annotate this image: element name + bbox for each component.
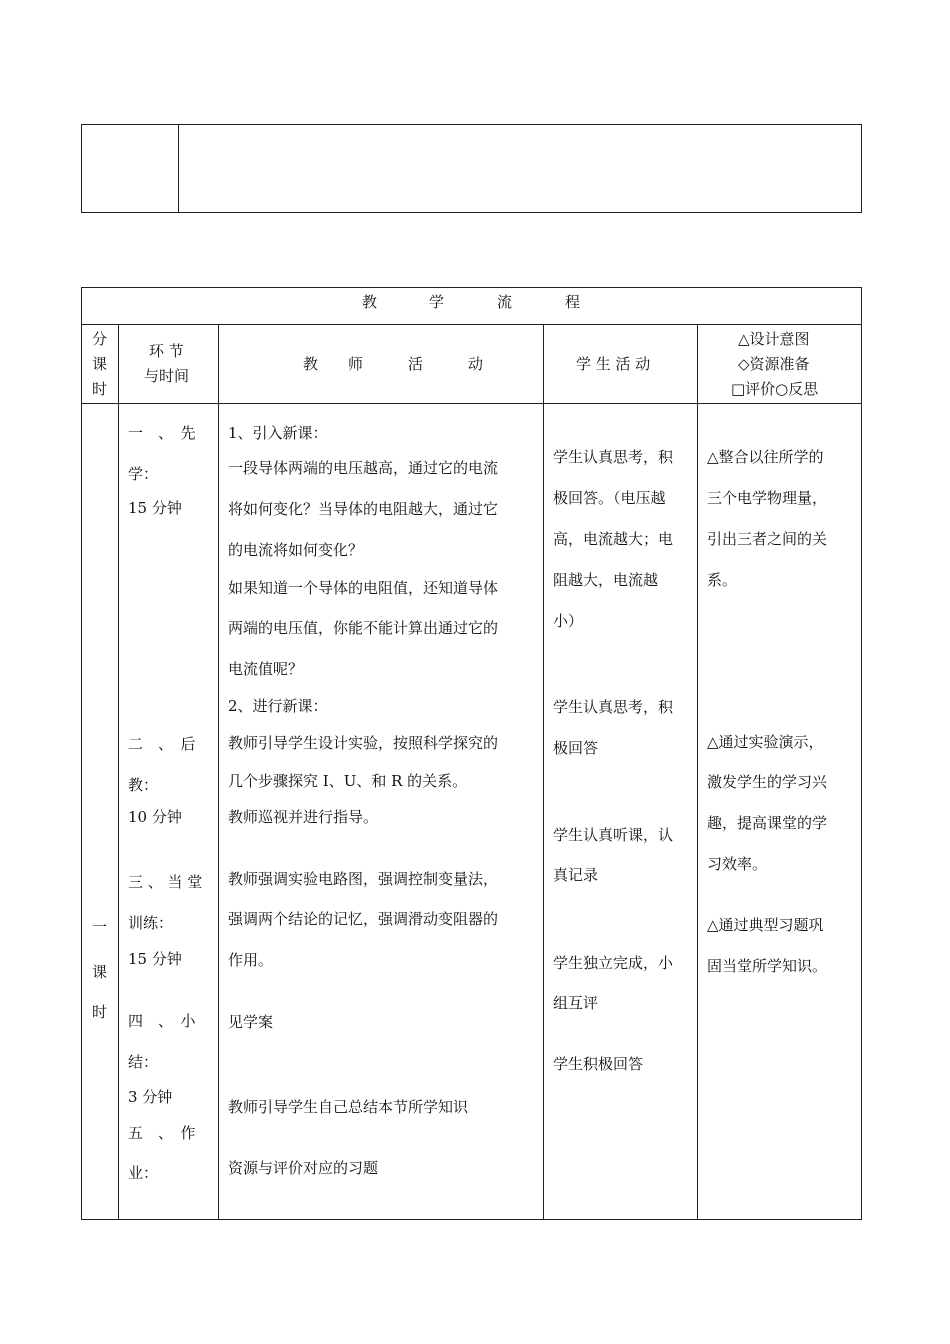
design-line: 三个电学物理量， — [707, 489, 828, 507]
student-line: 阻越大，电流越 — [553, 571, 659, 589]
teacher-see-plan: 见学案 — [228, 1013, 274, 1031]
stage-line: 10 分钟 — [128, 808, 182, 826]
col-divider-1 — [118, 324, 119, 1219]
stage-line: 15 分钟 — [128, 499, 182, 517]
design-line: △通过实验演示， — [707, 733, 824, 751]
header-period-line: 时 — [92, 380, 108, 398]
period-char: 课 — [92, 963, 108, 981]
col-divider-3 — [543, 324, 544, 1219]
teacher-summary: 教师引导学生自己总结本节所学知识 — [228, 1098, 469, 1116]
header-period-line: 分 — [92, 330, 108, 348]
title-char: 教 — [362, 293, 378, 311]
teacher-intro-title: 1、引入新课： — [228, 424, 328, 442]
stage-line: 学： — [128, 465, 159, 483]
student-line: 高，电流越大；电 — [553, 530, 674, 548]
student-line: 组互评 — [553, 994, 599, 1012]
stage-line: 四 、 小 — [128, 1012, 196, 1030]
design-line: 固当堂所学知识。 — [707, 957, 828, 975]
teacher-line: 教师巡视并进行指导。 — [228, 808, 379, 826]
col-divider-4 — [697, 324, 698, 1219]
header-student: 学 生 活 动 — [576, 355, 651, 373]
student-line: 极回答 — [553, 739, 599, 757]
teacher-line: 几个步骤探究 I、U、和 R 的关系。 — [228, 772, 468, 790]
stage-line: 教： — [128, 776, 159, 794]
stage-line: 三 、 当 堂 — [128, 873, 203, 891]
header-design-line: □评价○反思 — [731, 380, 819, 398]
stage-line: 15 分钟 — [128, 950, 182, 968]
teacher-line: 两端的电压值，你能不能计算出通过它的 — [228, 619, 499, 637]
student-line: 小） — [553, 612, 584, 630]
teacher-line: 强调两个结论的记忆，强调滑动变阻器的 — [228, 910, 499, 928]
col-divider-2 — [218, 324, 219, 1219]
teacher-line: 作用。 — [228, 951, 274, 969]
student-line: 极回答。（电压越 — [553, 489, 666, 507]
student-line: 真记录 — [553, 866, 599, 884]
period-char: 时 — [92, 1003, 108, 1021]
teacher-line: 一段导体两端的电压越高，通过它的电流 — [228, 459, 499, 477]
design-line: 趣，提高课堂的学 — [707, 814, 828, 832]
teacher-line: 如果知道一个导体的电阻值，还知道导体 — [228, 579, 499, 597]
header-stage-line: 环 节 — [149, 342, 184, 360]
student-line: 学生认真听课，认 — [553, 826, 674, 844]
teacher-line: 教师引导学生设计实验，按照科学探究的 — [228, 734, 499, 752]
teacher-homework: 资源与评价对应的习题 — [228, 1159, 379, 1177]
stage-line: 结： — [128, 1053, 159, 1071]
stage-line: 五 、 作 — [128, 1124, 196, 1142]
design-line: 系。 — [707, 571, 738, 589]
stage-line: 业： — [128, 1164, 159, 1182]
teacher-new-title: 2、进行新课： — [228, 697, 328, 715]
header-row-divider — [81, 403, 862, 404]
student-line: 学生积极回答 — [553, 1055, 644, 1073]
design-line: 习效率。 — [707, 855, 768, 873]
header-period-line: 课 — [92, 355, 108, 373]
period-char: 一 — [92, 918, 108, 936]
header-teacher: 教 师 活 动 — [303, 355, 484, 373]
design-line: △通过典型习题巩 — [707, 916, 824, 934]
title-char: 程 — [565, 293, 581, 311]
top-box — [81, 124, 862, 213]
teacher-line: 电流值呢？ — [228, 660, 304, 678]
stage-line: 训练： — [128, 914, 174, 932]
design-line: △整合以往所学的 — [707, 448, 824, 466]
header-design-line: △设计意图 — [738, 330, 810, 348]
design-line: 引出三者之间的关 — [707, 530, 828, 548]
top-box-divider — [178, 124, 179, 213]
teacher-line: 的电流将如何变化？ — [228, 541, 364, 559]
title-char: 流 — [497, 293, 513, 311]
stage-line: 3 分钟 — [128, 1088, 173, 1106]
title-char: 学 — [429, 293, 445, 311]
teacher-line: 教师强调实验电路图，强调控制变量法， — [228, 870, 499, 888]
student-line: 学生独立完成，小 — [553, 954, 674, 972]
stage-line: 二 、 后 — [128, 735, 196, 753]
title-row-divider — [81, 324, 862, 325]
student-line: 学生认真思考，积 — [553, 448, 674, 466]
stage-line: 一 、 先 — [128, 424, 196, 442]
student-line: 学生认真思考，积 — [553, 698, 674, 716]
header-design-line: ◇资源准备 — [738, 355, 810, 373]
header-stage-line: 与时间 — [144, 367, 190, 385]
design-line: 激发学生的学习兴 — [707, 773, 828, 791]
teacher-line: 将如何变化？当导体的电阻越大，通过它 — [228, 500, 499, 518]
